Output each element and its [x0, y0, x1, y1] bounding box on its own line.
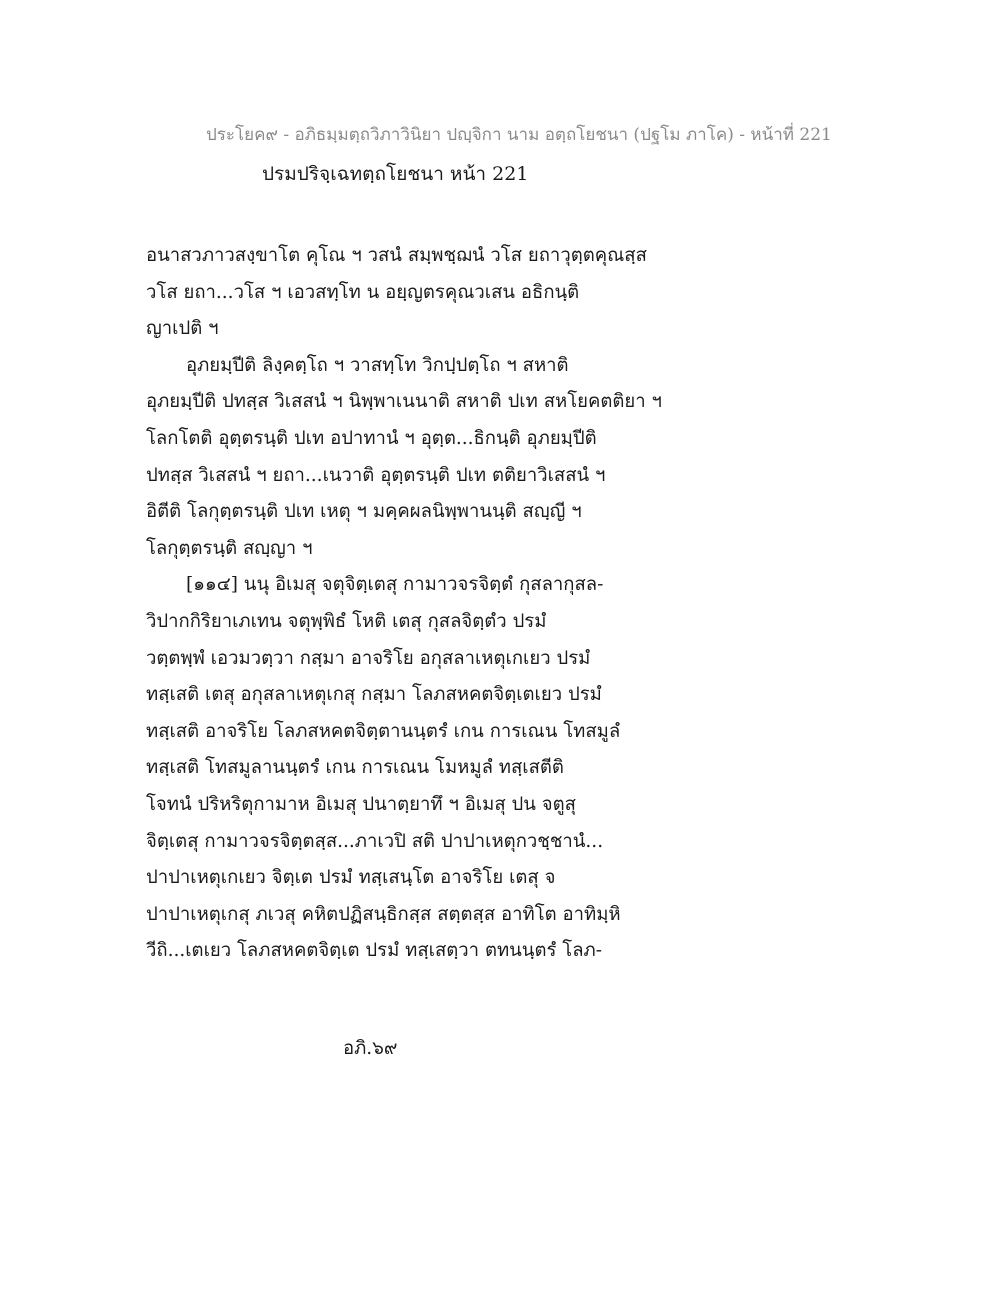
- text-line: อุภยมฺปีติ ลิงฺคตฺโถ ฯ วาสทฺโท วิกปฺปตฺโถ ฯ สหาติ: [186, 354, 569, 376]
- text-line: วโส ยถา...วโส ฯ เอวสทฺโท น อยฺญตรคุณวเสน อธิกนฺติ: [146, 281, 580, 303]
- text-line: อุภยมฺปีติ ปทสฺส วิเสสนํ ฯ นิพฺพาเนนาติ สหาติ ปเท สหโยคตติยา ฯ: [146, 391, 662, 413]
- text-line: วีถิ...เตเยว โลภสหคตจิตฺเต ปรมํ ทสฺเสตฺวา ตทนนฺตรํ โลภ-: [146, 940, 602, 962]
- text-line: โลกุตฺตรนฺติ สญฺญา ฯ: [146, 537, 313, 559]
- text-line: ญาเปติ ฯ: [146, 318, 219, 340]
- text-line: วิปากกิริยาเภเทน จตุพฺพิธํ โหติ เตสุ กุสลจิตฺตํว ปรมํ: [146, 610, 547, 632]
- chapter-title: ปรมปริจฺเฉทตฺถโยชนา หน้า 221: [262, 163, 529, 185]
- text-line: โลกโตติ อุตฺตรนฺติ ปเท อปาทานํ ฯ อุตฺต...ธิกนฺติ อุภยมฺปีติ: [146, 427, 597, 449]
- text-line: อนาสวภาวสงฺขาโต คุโณ ฯ วสนํ สมฺพชฺฌนํ วโส ยถาวุตฺตคุณสฺส: [146, 245, 647, 266]
- text-line: ปทสฺส วิเสสนํ ฯ ยถา...เนวาติ อุตฺตรนฺติ ปเท ตติยาวิเสสนํ ฯ: [146, 464, 606, 486]
- running-header: ประโยค๙ - อภิธมฺมตฺถวิภาวินิยา ปญฺจิกา นาม อตฺถโยชนา (ปฐโม ภาโค) - หน้าที่ 221: [206, 125, 832, 145]
- text-line: ปาปาเหตุเกสุ ภเวสุ คหิตปฏิสนฺธิกสฺส สตฺตสฺส อาทิโต อาทิมฺหิ: [146, 903, 621, 925]
- text-line: จิตฺเตสุ กามาวจรจิตฺตสฺส...ภาเวปิ สติ ปาปาเหตุกวชฺชานํ...: [146, 830, 604, 852]
- text-line: ทสฺเสติ อาจริโย โลภสหคตจิตฺตานนฺตรํ เกน การเณน โทสมูลํ: [146, 720, 621, 742]
- body-text: [146, 238, 746, 970]
- page-marker: อภิ.๖๙: [343, 1038, 398, 1059]
- text-line: วตฺตพฺพํ เอวมวตฺวา กสฺมา อาจริโย อกุสลาเหตุเกเยว ปรมํ: [146, 647, 591, 669]
- text-line: อิตีติ โลกุตฺตรนฺติ ปเท เหตุ ฯ มคฺคผลนิพฺพานนฺติ สญฺญี ฯ: [146, 501, 582, 523]
- text-line: [๑๑๔] นนุ อิเมสุ จตุจิตฺเตสุ กามาวจรจิตฺตํ กุสลากุสล-: [186, 574, 604, 596]
- text-line: ทสฺเสติ เตสุ อกุสลาเหตุเกสุ กสฺมา โลภสหคตจิตฺเตเยว ปรมํ: [146, 684, 602, 706]
- text-line: ทสฺเสติ โทสมูลานนฺตรํ เกน การเณน โมหมูลํ ทสฺเสตีติ: [146, 757, 564, 779]
- text-line: โจทนํ ปริหริตุกามาห อิเมสุ ปนาตฺยาทึ ฯ อิเมสุ ปน จตูสุ: [146, 793, 576, 815]
- text-line: ปาปาเหตุเกเยว จิตฺเต ปรมํ ทสฺเสนฺโต อาจริโย เตสุ จ: [146, 867, 556, 889]
